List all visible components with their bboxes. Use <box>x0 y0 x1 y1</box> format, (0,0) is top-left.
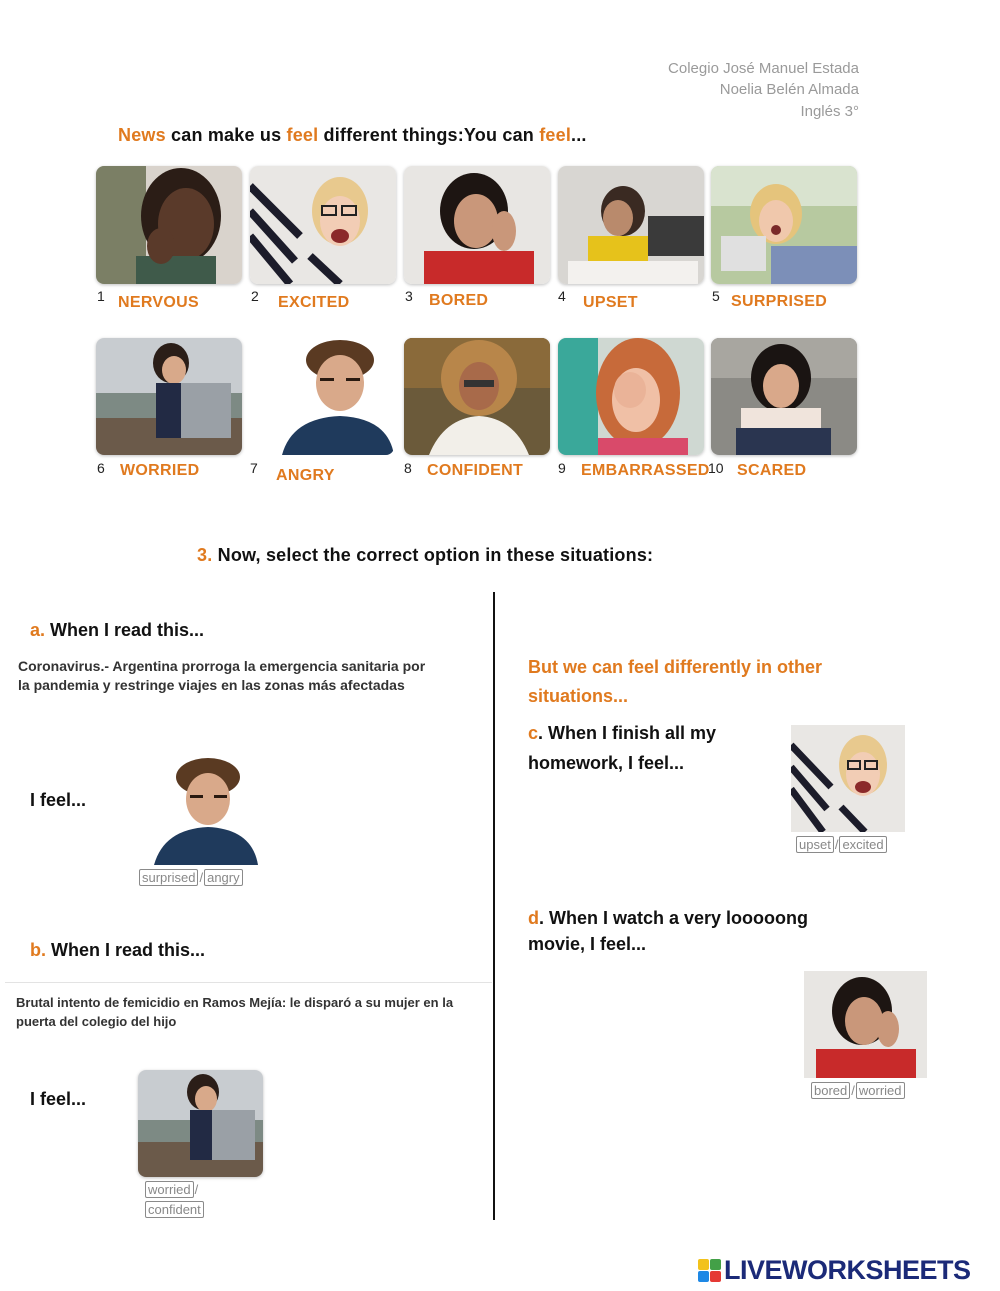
intro-title <box>118 125 587 146</box>
question-c-letter: c <box>528 723 539 743</box>
logo-block-green <box>710 1259 721 1270</box>
options-c <box>796 836 887 854</box>
right-intro-line-2: situations... <box>528 686 629 706</box>
column-divider <box>493 592 495 1220</box>
intro-word-news: News <box>118 125 166 145</box>
option-worried[interactable]: worried <box>145 1181 194 1198</box>
photo-worried <box>96 338 242 455</box>
option-confident[interactable]: confident <box>145 1201 204 1218</box>
emotion-label-scared: SCARED <box>737 462 807 479</box>
photo-excited <box>250 166 396 284</box>
question-b-letter: b. <box>30 940 46 960</box>
options-b-row-2 <box>145 1201 204 1219</box>
option-worried[interactable]: worried <box>856 1082 905 1099</box>
option-bored[interactable]: bored <box>811 1082 850 1099</box>
question-b-text: When I read this... <box>46 940 206 960</box>
photo-scared <box>711 338 857 455</box>
photo-bored <box>404 166 550 284</box>
photo-question-c-excited-girl <box>791 725 905 832</box>
question-d-text-2: movie, I feel... <box>528 934 647 954</box>
photo-angry <box>272 338 394 455</box>
photo-nervous <box>96 166 242 284</box>
logo-block-yellow <box>698 1259 709 1270</box>
option-separator: / <box>194 1182 199 1197</box>
question-b-heading <box>30 940 205 961</box>
options-a <box>139 869 243 887</box>
emotion-label-nervous: NERVOUS <box>118 294 199 311</box>
section-3-text: Now, select the correct option in these situations: <box>212 545 654 565</box>
question-a-heading <box>30 620 204 641</box>
emotion-number: 10 <box>708 460 724 476</box>
logo-block-blue <box>698 1271 709 1282</box>
emotion-label-embarrassed: EMBARRASSED <box>581 462 710 479</box>
emotion-label-upset: UPSET <box>583 294 638 311</box>
emotion-number: 4 <box>558 288 566 304</box>
logo-text: LIVEWORKSHEETS <box>724 1255 971 1285</box>
section-3-heading <box>197 545 653 566</box>
emotion-number: 3 <box>405 288 413 304</box>
option-surprised[interactable]: surprised <box>139 869 198 886</box>
liveworksheets-logo[interactable] <box>698 1255 971 1286</box>
emotion-number: 7 <box>250 460 258 476</box>
options-b-row-1 <box>145 1181 199 1199</box>
right-intro-line-1: But we can feel differently in other <box>528 657 823 677</box>
photo-question-a-angry-boy <box>150 757 258 865</box>
option-separator: / <box>199 870 204 885</box>
question-c-heading <box>528 723 716 744</box>
section-3-number: 3. <box>197 545 213 565</box>
emotion-label-angry: ANGRY <box>276 467 335 484</box>
feel-label-a: I feel... <box>30 790 87 810</box>
question-d-text-1: . When I watch a very looooong <box>539 908 809 928</box>
photo-question-b-worried-boy <box>138 1070 263 1177</box>
emotion-number: 5 <box>712 288 720 304</box>
question-c-text-2: homework, I feel... <box>528 753 685 773</box>
emotion-number: 1 <box>97 288 105 304</box>
emotion-number: 6 <box>97 460 105 476</box>
logo-blocks-icon <box>698 1259 721 1282</box>
logo-block-red <box>710 1271 721 1282</box>
question-d-letter: d <box>528 908 539 928</box>
option-excited[interactable]: excited <box>839 836 886 853</box>
emotion-label-bored: BORED <box>429 292 489 309</box>
header-school: Colegio José Manuel Estada <box>668 60 859 77</box>
news-headline-b: Brutal intento de femicidio en Ramos Mejía: le disparó a su mujer en la puerta del colegio del hijo <box>16 995 454 1029</box>
question-a-text: When I read this... <box>45 620 205 640</box>
news-headline-a: Coronavirus.- Argentina prorroga la emergencia sanitaria por la pandemia y restringe viajes en las zonas más afectadas <box>18 658 426 693</box>
emotion-number: 2 <box>251 288 259 304</box>
option-angry[interactable]: angry <box>204 869 243 886</box>
intro-word-feel-1: feel <box>286 125 319 145</box>
emotion-label-worried: WORRIED <box>120 462 200 479</box>
intro-ellipsis: ... <box>571 125 587 145</box>
header-subject: Inglés 3° <box>800 103 859 120</box>
header-teacher: Noelia Belén Almada <box>719 81 859 98</box>
emotion-label-surprised: SURPRISED <box>731 293 828 310</box>
question-d-heading <box>528 908 808 929</box>
photo-embarrassed <box>558 338 704 455</box>
emotion-number: 8 <box>404 460 412 476</box>
question-a-letter: a. <box>30 620 46 640</box>
photo-surprised <box>711 166 857 284</box>
photo-confident <box>404 338 550 455</box>
emotion-label-confident: CONFIDENT <box>427 462 524 479</box>
news-separator-line <box>5 982 492 983</box>
question-c-text-1: . When I finish all my <box>538 723 717 743</box>
emotion-label-excited: EXCITED <box>278 294 350 311</box>
intro-word-feel-2: feel <box>539 125 572 145</box>
emotion-number: 9 <box>558 460 566 476</box>
intro-text-2: different things:You can <box>318 125 540 145</box>
option-separator: / <box>834 837 839 852</box>
photo-question-d-bored-girl <box>804 971 927 1078</box>
options-d <box>811 1082 905 1100</box>
photo-upset <box>558 166 704 284</box>
option-upset[interactable]: upset <box>796 836 834 853</box>
feel-label-b: I feel... <box>30 1089 87 1109</box>
option-separator: / <box>851 1083 855 1098</box>
intro-text-1: can make us <box>165 125 287 145</box>
